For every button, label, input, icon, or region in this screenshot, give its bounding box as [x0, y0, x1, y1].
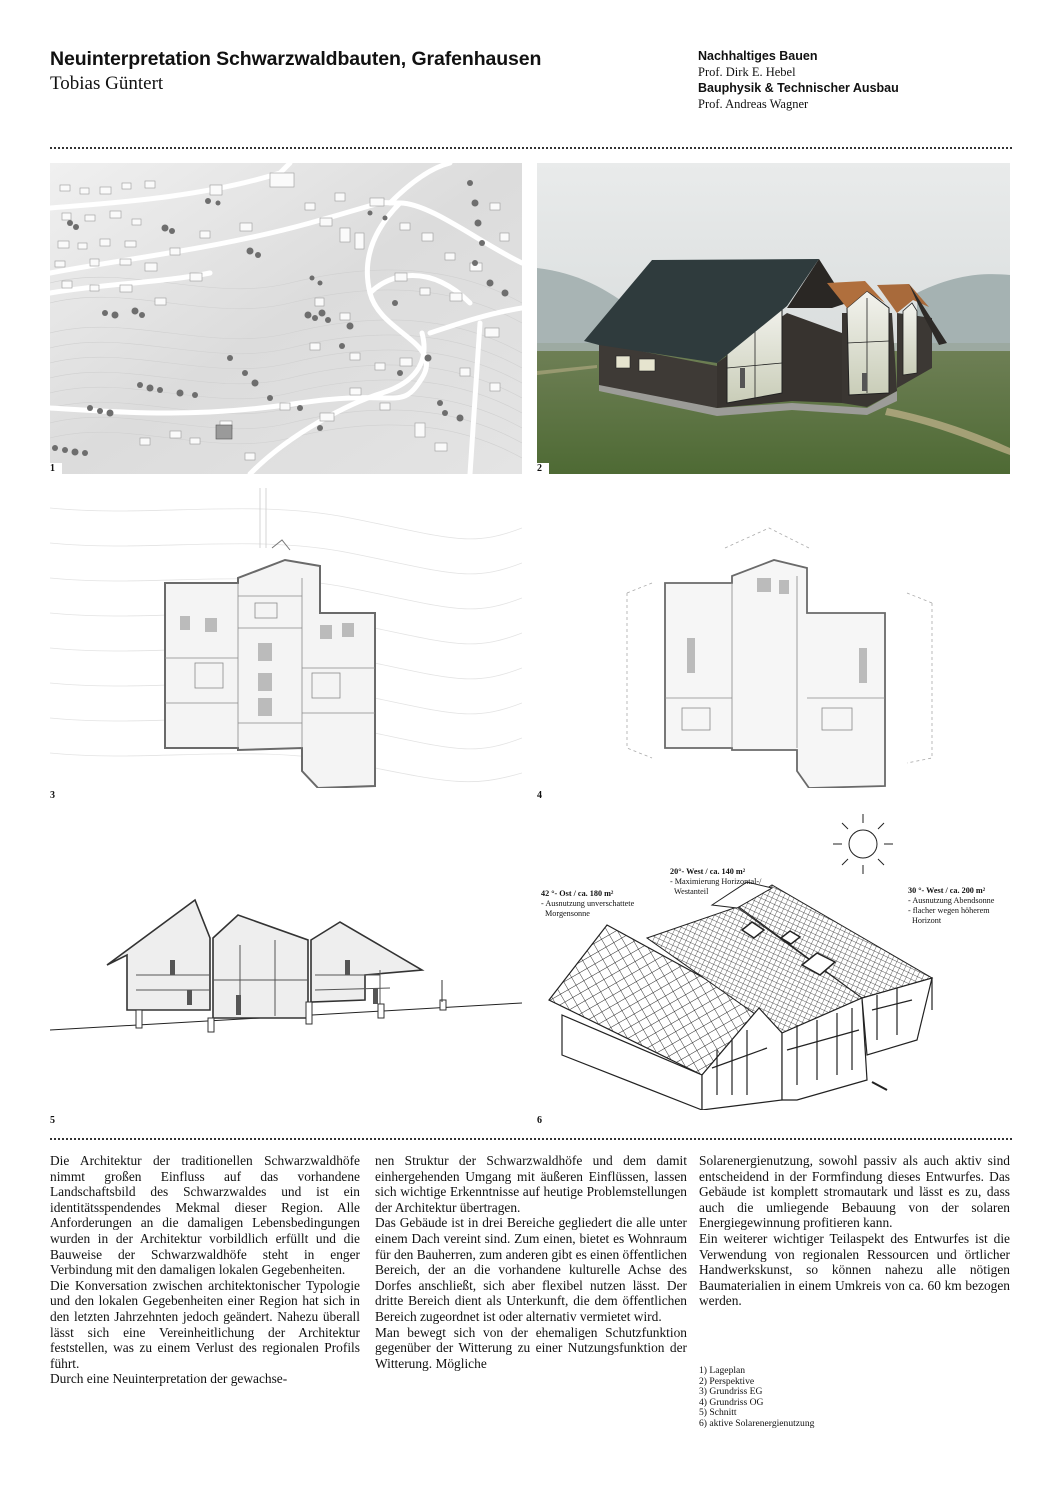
- paragraph: Ein weiterer wichtiger Teilaspekt des Entwurfes ist die Verwendung von regionalen Ressourcen und örtlicher Handwerkskunst, so können nahezu alle nötigen Baumaterialien in einem Umkreis von ca. 60 km bezogen werden.: [699, 1230, 1010, 1309]
- caption-6: 6) aktive Solarenergienutzung: [699, 1417, 815, 1429]
- section-drawing: [50, 880, 522, 1055]
- page-title: Neuinterpretation Schwarzwaldbauten, Grafenhausen: [50, 48, 542, 70]
- floor-plan-eg: [50, 488, 522, 788]
- caption-2: 2) Perspektive: [699, 1375, 755, 1387]
- figure-section: [50, 880, 522, 1055]
- department-1: Nachhaltiges Bauen: [698, 49, 818, 63]
- figure-perspective-rendering: [537, 163, 1010, 474]
- text-column-2: [375, 1153, 687, 1371]
- figure-number-1: 1: [50, 463, 62, 474]
- annotation-west-roof-20: 20°- West / ca. 140 m² - Maximierung Horizontal-/ Westanteil: [670, 867, 762, 896]
- paragraph: Solarenergienutzung, sowohl passiv als auch aktiv sind entscheidend in der Formfindung dieses Entwurfes. Das Gebäude ist komplett stromautark und lässt es zu, dass auch die umliegende Bebauung von der solaren Energiegewinnung profitieren kann.: [699, 1153, 1010, 1231]
- professor-1: Prof. Dirk E. Hebel: [698, 65, 796, 79]
- figure-floor-plan-ground: [50, 488, 522, 788]
- project-building-marker: [216, 425, 232, 439]
- paragraph: Das Gebäude ist in drei Bereiche gegliedert die alle unter einem Dach vereint sind. Zum einen, bietet es Wohnraum für den Bauherren, zum anderen gibt es einen öffentlichen Bereich, der an die vorhandene kulturelle Achse des Dorfes anschließt, sich aber flexibel nutzen lässt. Der dritte Bereich dient als Unterkunft, die dem öffentlichen Bereich zugeordnet ist oder alternativ vermietet wird.: [375, 1215, 687, 1324]
- caption-4: 4) Grundriss OG: [699, 1396, 764, 1408]
- perspective-rendering: [537, 163, 1010, 474]
- institutions: [698, 48, 899, 112]
- figure-number-2: 2: [537, 463, 549, 474]
- figure-axonometric-solar: [537, 810, 1010, 1110]
- paragraph: nen Struktur der Schwarzwaldhöfe und dem damit einhergehenden Umgang mit äußeren Einflüssen, lassen sich wichtige Erkenntnisse auf heutige Problemstellungen der Architektur übertragen.: [375, 1153, 687, 1215]
- site-plan-map: [50, 163, 522, 474]
- paragraph: Durch eine Neuinterpretation der gewachse-: [50, 1371, 288, 1387]
- paragraph: Die Architektur der traditionellen Schwarzwaldhöfe nimmt großen Einfluss auf das vorhandene Landschaftsbild des Schwarzwaldes und ist ein identitätsspendendes Mekmal dieser Region. Alle Anforderungen an die damaligen Lebensbedingungen wurden in der Architektur vorbildlich erfüllt und die Bauweise der Schwarzwaldhöfe steht in enger Verbindung mit den damaligen lokalen Gegebenheiten.: [50, 1153, 360, 1278]
- author-name: Tobias Güntert: [50, 73, 164, 94]
- figure-site-plan: [50, 163, 522, 474]
- figure-number-3: 3: [50, 790, 55, 801]
- annotation-east-roof: 42 °- Ost / ca. 180 m² - Ausnutzung unverschattete Morgensonne: [541, 889, 635, 918]
- figure-number-6: 6: [537, 1115, 542, 1126]
- top-divider: [50, 147, 1012, 149]
- caption-1: 1) Lageplan: [699, 1365, 746, 1376]
- floor-plan-og: [537, 488, 1010, 788]
- figure-number-4: 4: [537, 790, 542, 801]
- professor-2: Prof. Andreas Wagner: [698, 97, 809, 111]
- annotation-west-roof-30: 30 °- West / ca. 200 m² - Ausnutzung Abendsonne - flacher wegen höherem Horizont: [908, 886, 995, 925]
- text-column-1: [50, 1153, 360, 1387]
- figure-captions: [699, 1366, 814, 1430]
- caption-5: 5) Schnitt: [699, 1407, 737, 1419]
- figure-number-5: 5: [50, 1115, 55, 1126]
- axonometric-drawing: [537, 810, 1010, 1110]
- department-2: Bauphysik & Technischer Ausbau: [698, 81, 899, 95]
- sun-icon: [833, 814, 893, 874]
- bottom-divider: [50, 1138, 1012, 1140]
- text-column-3: [699, 1153, 1010, 1309]
- figure-floor-plan-upper: [537, 488, 1010, 788]
- paragraph: Man bewegt sich von der ehemaligen Schutzfunktion gegenüber der Witterung zu einer Nutzungsfunktion der Witterung. Mögliche: [375, 1324, 687, 1371]
- caption-3: 3) Grundriss EG: [699, 1386, 763, 1398]
- paragraph: Die Konversation zwischen architektonischer Typologie und den lokalen Gegebenheiten einer Region hat sich in den letzten Jahrzehnten jedoch geändert. Nahezu überall lässt sich eine Vereinheitlichung der Architektur feststellen, was zu einem Verlust des regionalen Profils führt.: [50, 1277, 360, 1371]
